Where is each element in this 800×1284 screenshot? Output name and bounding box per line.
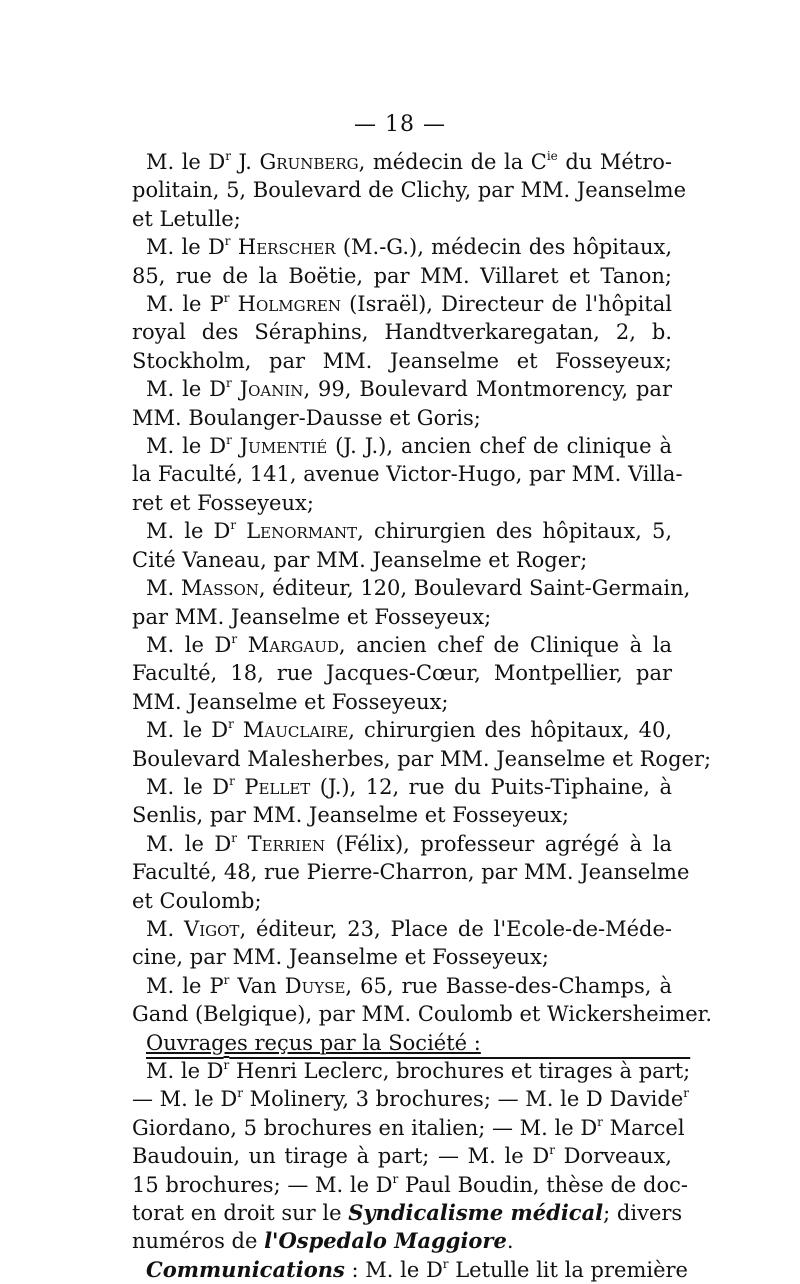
- text-line: [132, 460, 683, 488]
- text-run: Van: [229, 973, 285, 998]
- superscript: r: [231, 631, 238, 646]
- text-run: Letulle lit la première: [448, 1257, 688, 1282]
- italic-title: l'Ospedalo Maggiore: [264, 1228, 507, 1254]
- text-line: [132, 745, 712, 773]
- person-name: Joanin: [239, 377, 304, 402]
- text-line: [132, 233, 672, 261]
- text-run: par MM. Jeanselme et Fosseyeux;: [132, 604, 492, 629]
- text-line: [132, 972, 672, 1000]
- superscript: r: [683, 1086, 689, 1101]
- text-run: [237, 832, 248, 856]
- text-line: [132, 858, 690, 886]
- text-run: M. le D: [146, 519, 231, 544]
- text-line: [132, 1085, 689, 1113]
- text-run: M. le D: [146, 718, 229, 743]
- text-run: M. le D: [146, 774, 230, 799]
- ouvrages-heading: [132, 1029, 672, 1057]
- text-run: Gand (Belgique), par MM. Coulomb et Wickersheimer.: [132, 1002, 713, 1027]
- text-run: , ancien chef de Clinique à la: [338, 632, 673, 657]
- text-run: MM. Jeanselme et Fosseyeux;: [132, 689, 449, 714]
- superscript: r: [226, 376, 232, 391]
- text-run: M. le D: [146, 150, 226, 174]
- text-run: [235, 775, 244, 799]
- text-line: [132, 801, 672, 829]
- text-run: Giordano, 5 brochures en italien; — M. le D: [132, 1115, 598, 1140]
- text-run: Senlis, par MM. Jeanselme et Fosseyeux;: [132, 803, 570, 828]
- text-run: Marcel: [602, 1115, 685, 1140]
- person-name: Herscher: [237, 235, 336, 260]
- text-line: [132, 404, 672, 432]
- text-line: [132, 659, 672, 687]
- text-line: [132, 318, 672, 346]
- text-run: , éditeur, 23, Place de l'Ecole-de-Méde-: [239, 916, 672, 941]
- text-run: , chirurgien des hôpitaux, 40,: [348, 718, 672, 743]
- text-line: [132, 347, 672, 375]
- text-run: Baudouin, un tirage à part; — M. le D: [132, 1144, 550, 1169]
- person-name: Mauclaire: [242, 718, 349, 743]
- person-name: Holmgren: [237, 292, 341, 317]
- text-line: [132, 148, 672, 176]
- person-name: Margaud: [247, 632, 339, 657]
- text-line: [132, 1142, 672, 1170]
- superscript: r: [223, 972, 230, 987]
- text-line: [132, 574, 691, 602]
- text-run: [231, 235, 238, 259]
- superscript: r: [223, 1058, 230, 1072]
- text-line: [132, 432, 672, 460]
- text-run: Davide: [602, 1087, 684, 1112]
- person-name: Pellet: [244, 774, 311, 799]
- text-line: [132, 1114, 685, 1142]
- text-line: [132, 631, 672, 659]
- text-line: [132, 517, 672, 545]
- text-run: Molinery, 3 brochures; — M. le D: [242, 1087, 603, 1112]
- superscript: r: [226, 433, 232, 448]
- text-line: [132, 887, 672, 915]
- text-run: Faculté, 48, rue Pierre-Charron, par MM. Jeanselme: [132, 860, 690, 885]
- text-line: [132, 915, 672, 943]
- superscript: r: [229, 773, 235, 788]
- text-run: 85, rue de la Boëtie, par MM. Villaret et Tanon;: [132, 263, 672, 288]
- text-run: torat en droit sur le: [132, 1201, 349, 1226]
- text-run: , éditeur, 120, Boulevard Saint-Germain,: [258, 576, 691, 601]
- italic-title: Syndicalisme médical: [348, 1200, 604, 1226]
- body-text: [132, 148, 713, 1284]
- superscript: r: [237, 1086, 243, 1101]
- text-line: [132, 546, 672, 574]
- text-line: [132, 773, 672, 801]
- superscript: r: [549, 1143, 555, 1158]
- text-run: et Letulle;: [132, 206, 241, 231]
- text-run: M. le P: [146, 292, 224, 317]
- text-run: M. le D: [146, 377, 227, 402]
- text-line: [132, 176, 687, 204]
- text-run: Faculté, 18, rue Jacques-Cœur, Montpellier, par: [132, 661, 672, 686]
- text-run: [237, 633, 248, 657]
- text-run: politain, 5, Boulevard de Clichy, par MM. Jeanselme: [132, 178, 687, 203]
- text-run: [230, 292, 238, 316]
- communications-line: [132, 1256, 688, 1284]
- text-run: ret et Fosseyeux;: [132, 490, 314, 515]
- person-name: Grunberg: [259, 150, 359, 174]
- text-line: [132, 943, 672, 971]
- ouvrages-heading-text: Ouvrages reçus par la Société :: [146, 1030, 481, 1055]
- text-run: Cité Vaneau, par MM. Jeanselme et Roger;: [132, 547, 588, 572]
- text-run: MM. Boulanger-Dausse et Goris;: [132, 405, 481, 430]
- superscript: r: [225, 149, 231, 163]
- text-run: [234, 718, 243, 742]
- text-line: [132, 1171, 688, 1199]
- text-run: (Israël), Directeur de l'hôpital: [340, 292, 672, 317]
- text-run: : M. le D: [344, 1257, 443, 1282]
- text-line: [132, 262, 672, 290]
- text-line: [132, 290, 672, 318]
- text-run: M. le D: [146, 1059, 224, 1083]
- person-name: Jumentié: [239, 434, 328, 459]
- text-line: [132, 716, 672, 744]
- text-run: [236, 519, 246, 543]
- text-run: Paul Boudin, thèse de doc-: [398, 1172, 688, 1197]
- superscript: r: [224, 234, 231, 249]
- person-name: Duyse: [284, 973, 346, 998]
- text-run: M. le D: [146, 434, 227, 459]
- text-line: [132, 1000, 713, 1028]
- text-run: Stockholm, par MM. Jeanselme et Fosseyeux;: [132, 348, 672, 373]
- text-run: M.: [146, 916, 185, 941]
- text-line: [132, 1199, 683, 1227]
- text-run: Boulevard Malesherbes, par MM. Jeanselme et Roger;: [132, 746, 712, 771]
- superscript: r: [597, 1114, 603, 1129]
- text-run: 15 brochures; — M. le D: [132, 1172, 393, 1197]
- text-run: ; divers: [603, 1201, 683, 1226]
- text-run: M. le D: [146, 235, 225, 260]
- text-run: J.: [230, 150, 260, 174]
- text-line: [132, 375, 672, 403]
- text-line: [132, 205, 672, 233]
- page-number: — 18 —: [354, 112, 446, 137]
- text-line: [132, 1057, 691, 1085]
- text-run: royal des Séraphins, Handtverkaregatan, 2, b.: [132, 320, 672, 345]
- person-name: Terrien: [247, 831, 326, 856]
- text-run: M. le P: [146, 973, 224, 998]
- text-run: et Coulomb;: [132, 888, 262, 913]
- text-run: , 99, Boulevard Montmorency, par: [303, 377, 672, 402]
- superscript: r: [392, 1171, 399, 1186]
- text-run: Dorveaux,: [554, 1144, 672, 1169]
- text-run: cine, par MM. Jeanselme et Fosseyeux;: [132, 945, 549, 970]
- text-run: , chirurgien des hôpitaux, 5,: [357, 519, 672, 544]
- text-line: [132, 1227, 672, 1255]
- superscript: r: [223, 291, 230, 306]
- text-run: (Félix), professeur agrégé à la: [325, 831, 672, 856]
- text-run: M. le D: [146, 632, 232, 657]
- text-run: Henri Leclerc, brochures et tirages à part;: [229, 1059, 691, 1083]
- text-run: (J. J.), ancien chef de clinique à: [327, 434, 672, 459]
- text-run: , médecin de la C: [358, 150, 547, 174]
- text-line: [132, 688, 672, 716]
- text-run: du Métro-: [557, 150, 672, 174]
- text-line: [132, 830, 672, 858]
- text-run: (J.), 12, rue du Puits-Tiphaine, à: [310, 774, 672, 799]
- text-run: numéros de: [132, 1229, 265, 1254]
- text-run: — M. le D: [132, 1087, 238, 1112]
- text-run: M. le D: [146, 831, 232, 856]
- superscript: r: [231, 830, 238, 845]
- text-run: [232, 377, 240, 401]
- person-name: Masson: [180, 576, 259, 601]
- text-line: [132, 489, 672, 517]
- text-run: , 65, rue Basse-des-Champs, à: [345, 973, 672, 998]
- superscript: r: [442, 1256, 449, 1271]
- text-run: M.: [146, 576, 181, 601]
- text-run: [232, 434, 240, 458]
- text-line: [132, 603, 672, 631]
- person-name: Lenormant: [246, 519, 358, 544]
- text-run: .: [506, 1229, 514, 1254]
- person-name: Vigot: [184, 916, 240, 941]
- text-run: (M.-G.), médecin des hôpitaux,: [335, 235, 672, 260]
- superscript: ie: [546, 149, 558, 163]
- superscript: r: [228, 717, 234, 732]
- communications-label: Communications: [146, 1256, 345, 1282]
- superscript: r: [230, 518, 237, 533]
- text-run: la Faculté, 141, avenue Victor-Hugo, par MM. Villa-: [132, 462, 683, 487]
